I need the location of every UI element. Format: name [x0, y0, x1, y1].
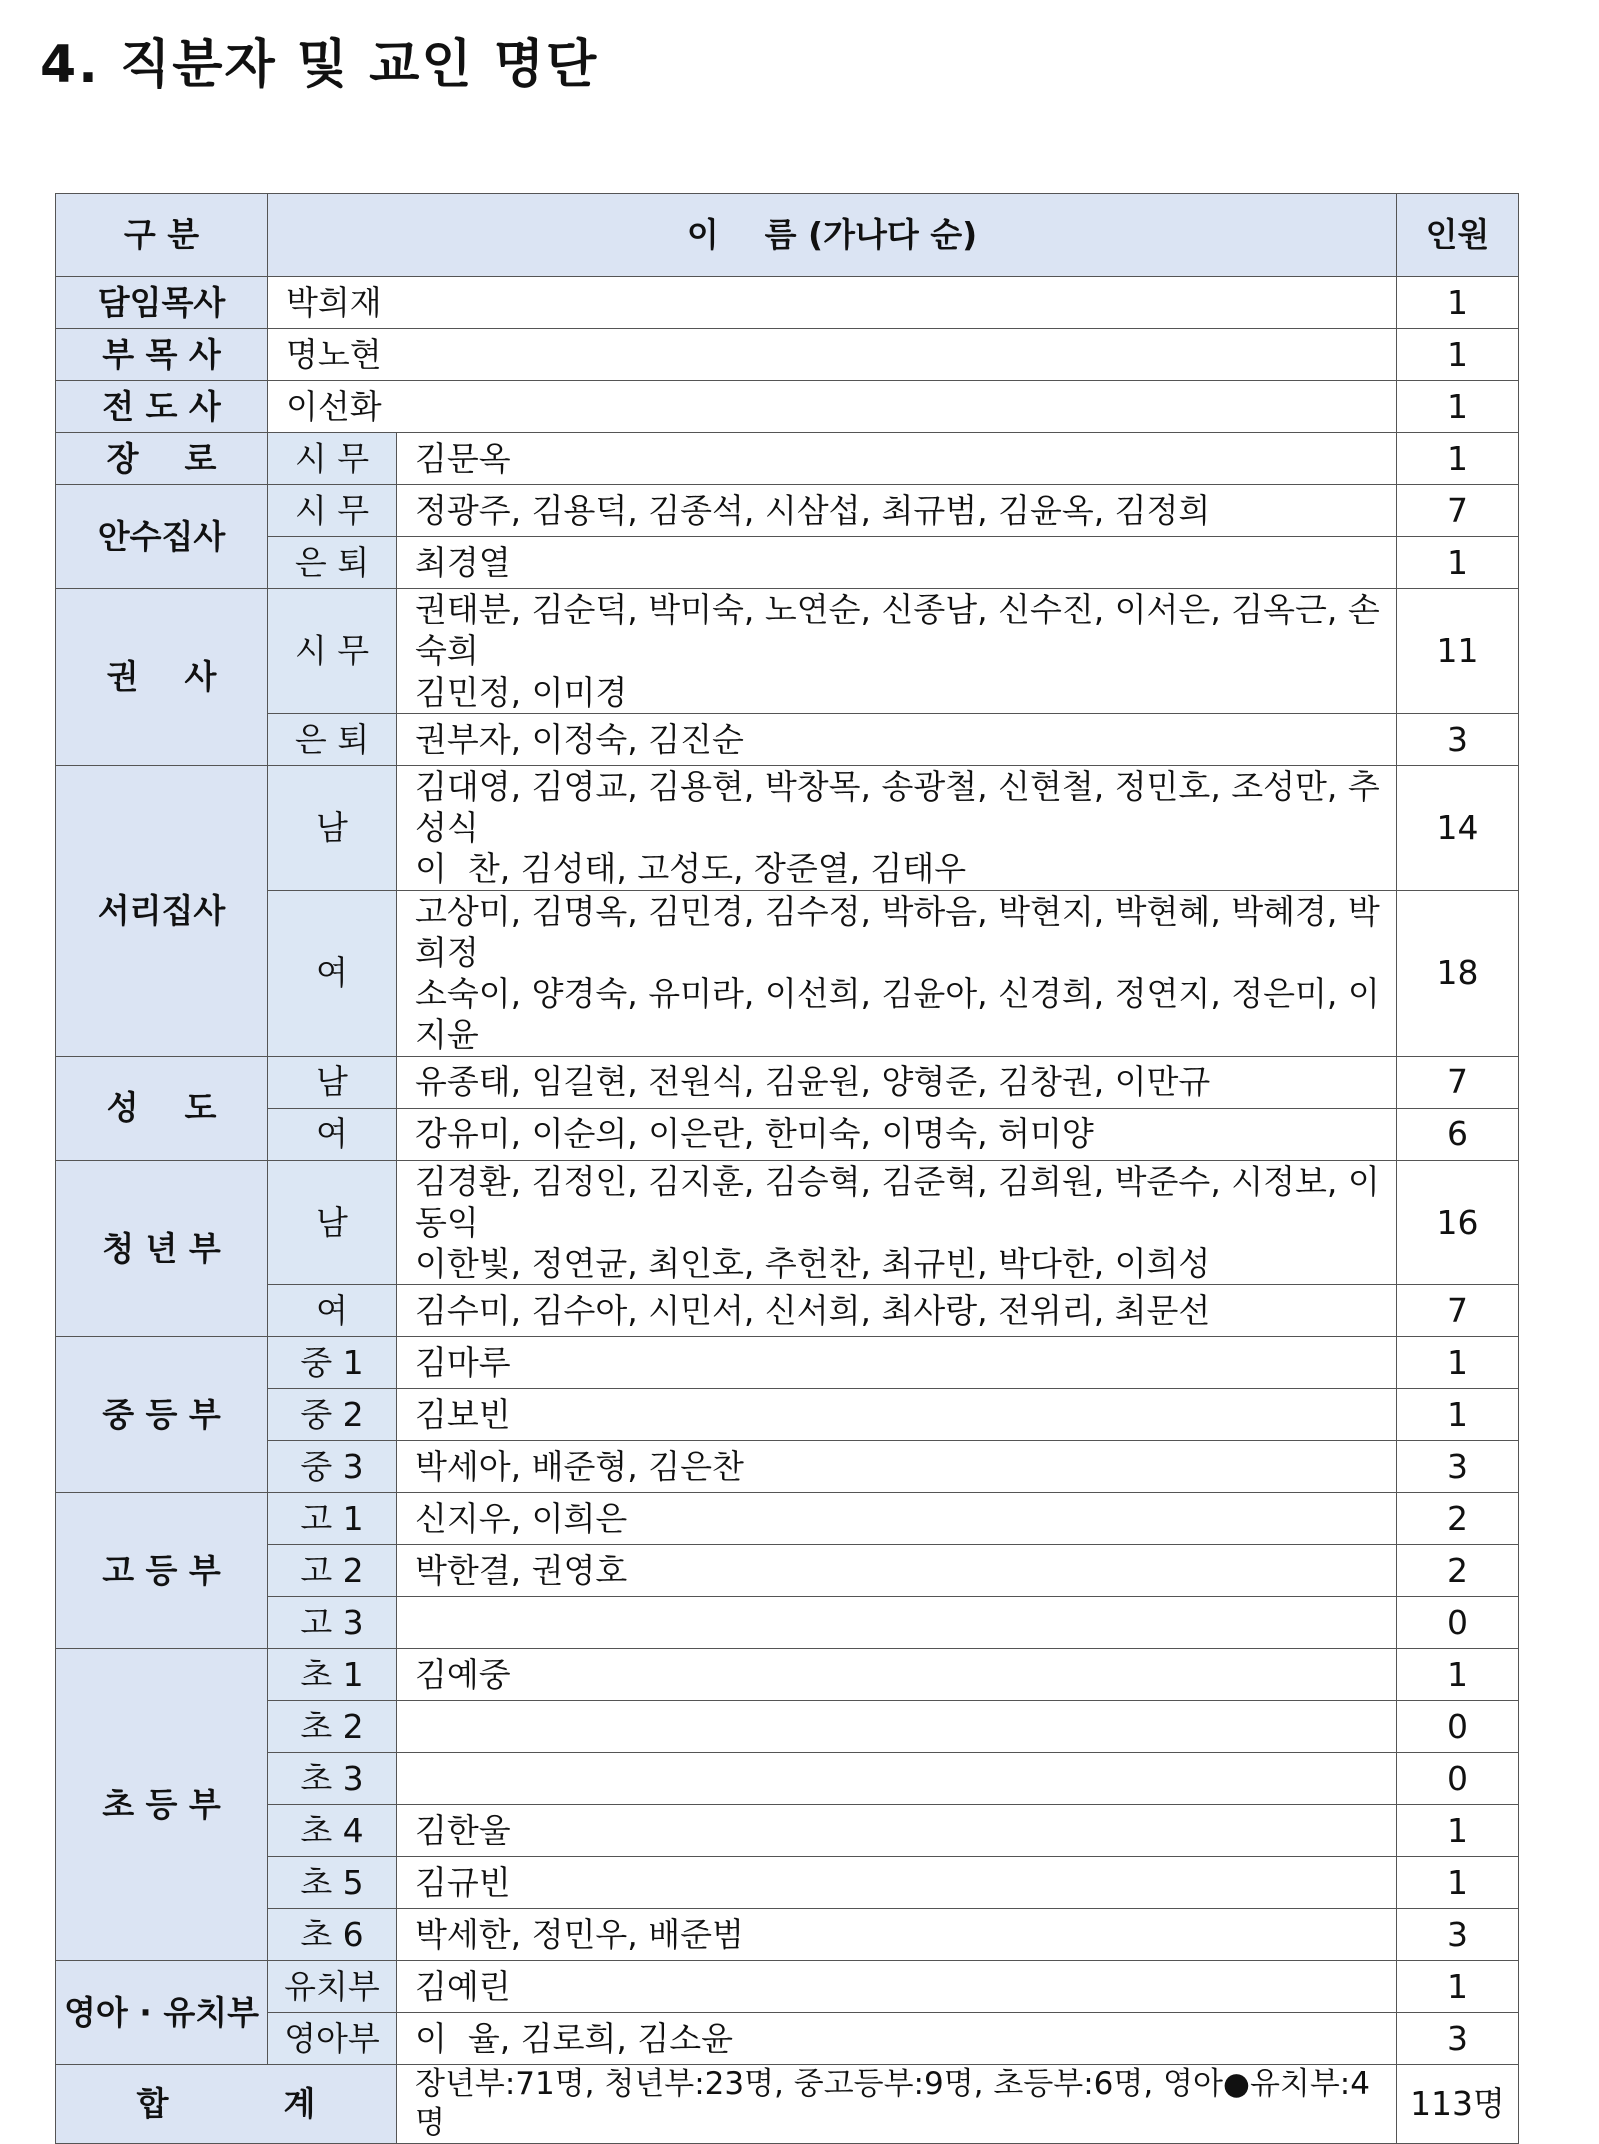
table-row	[56, 1961, 1519, 2013]
names-cell: 박한결, 권영호	[397, 1545, 1397, 1597]
subcategory-cell: 유치부	[268, 1961, 397, 2013]
names-line: 고상미, 김명옥, 김민경, 김수정, 박하음, 박현지, 박현혜, 박혜경, 박희정	[415, 891, 1380, 972]
table-row	[56, 1441, 1519, 1493]
count-cell: 1	[1397, 1337, 1519, 1389]
count-cell: 1	[1397, 1389, 1519, 1441]
names-line: 권태분, 김순덕, 박미숙, 노연순, 신종남, 신수진, 이서은, 김옥근, 손숙희	[415, 590, 1380, 671]
names-cell: 김한울	[397, 1805, 1397, 1857]
names-cell: 박세한, 정민우, 배준범	[397, 1909, 1397, 1961]
subcategory-cell: 남	[268, 765, 397, 890]
table-row	[56, 1160, 1519, 1285]
names-cell: 김예린	[397, 1961, 1397, 2013]
count-cell: 6	[1397, 1108, 1519, 1160]
subcategory-cell: 초 3	[268, 1753, 397, 1805]
subcategory-cell: 남	[268, 1056, 397, 1108]
subcategory-cell: 중 3	[268, 1441, 397, 1493]
table-row	[56, 537, 1519, 589]
table-row	[56, 890, 1519, 1056]
subcategory-cell: 여	[268, 890, 397, 1056]
category-cell: 서리집사	[56, 765, 268, 1056]
table-row	[56, 277, 1519, 329]
count-cell: 11	[1397, 589, 1519, 714]
names-line: 김경환, 김정인, 김지훈, 김승혁, 김준혁, 김희원, 박준수, 시정보, 이동익	[415, 1161, 1380, 1242]
names-cell: 명노현	[268, 329, 1397, 381]
count-cell: 3	[1397, 1909, 1519, 1961]
category-cell: 성 도	[56, 1056, 268, 1160]
table-row	[56, 381, 1519, 433]
count-cell: 2	[1397, 1545, 1519, 1597]
header-category: 구 분	[56, 194, 268, 277]
table-row	[56, 1805, 1519, 1857]
total-summary: 장년부:71명, 청년부:23명, 중고등부:9명, 초등부:6명, 영아●유치부:4명	[397, 2065, 1397, 2144]
subcategory-cell: 시 무	[268, 433, 397, 485]
names-cell	[397, 890, 1397, 1056]
category-cell: 부 목 사	[56, 329, 268, 381]
names-cell: 박세아, 배준형, 김은찬	[397, 1441, 1397, 1493]
table-header-row	[56, 194, 1519, 277]
category-cell: 중 등 부	[56, 1337, 268, 1493]
table-row	[56, 1753, 1519, 1805]
table-row	[56, 589, 1519, 714]
total-row	[56, 2065, 1519, 2144]
count-cell: 7	[1397, 485, 1519, 537]
subcategory-cell: 초 4	[268, 1805, 397, 1857]
count-cell: 1	[1397, 329, 1519, 381]
table-row	[56, 713, 1519, 765]
count-cell: 0	[1397, 1597, 1519, 1649]
names-cell: 최경열	[397, 537, 1397, 589]
table-row	[56, 1857, 1519, 1909]
names-cell: 신지우, 이희은	[397, 1493, 1397, 1545]
subcategory-cell: 초 6	[268, 1909, 397, 1961]
subcategory-cell: 초 2	[268, 1701, 397, 1753]
subcategory-cell: 초 1	[268, 1649, 397, 1701]
subcategory-cell: 고 1	[268, 1493, 397, 1545]
category-cell: 고 등 부	[56, 1493, 268, 1649]
names-cell: 이 율, 김로희, 김소윤	[397, 2013, 1397, 2065]
page-title: 4. 직분자 및 교인 명단	[40, 35, 599, 95]
category-cell: 권 사	[56, 589, 268, 766]
names-cell: 김보빈	[397, 1389, 1397, 1441]
names-cell: 권부자, 이정숙, 김진순	[397, 713, 1397, 765]
table-row	[56, 1909, 1519, 1961]
subcategory-cell: 은 퇴	[268, 537, 397, 589]
table-row	[56, 765, 1519, 890]
subcategory-cell: 중 2	[268, 1389, 397, 1441]
names-line: 소숙이, 양경숙, 유미라, 이선희, 김윤아, 신경희, 정연지, 정은미, 이지윤	[415, 974, 1380, 1055]
subcategory-cell: 여	[268, 1285, 397, 1337]
count-cell: 0	[1397, 1701, 1519, 1753]
total-count: 113명	[1397, 2065, 1519, 2144]
category-cell: 청 년 부	[56, 1160, 268, 1337]
names-cell	[397, 765, 1397, 890]
count-cell: 7	[1397, 1285, 1519, 1337]
count-cell: 3	[1397, 2013, 1519, 2065]
count-cell: 14	[1397, 765, 1519, 890]
names-cell	[397, 589, 1397, 714]
count-cell: 1	[1397, 537, 1519, 589]
count-cell: 2	[1397, 1493, 1519, 1545]
count-cell: 1	[1397, 1805, 1519, 1857]
table-row	[56, 329, 1519, 381]
category-cell: 초 등 부	[56, 1649, 268, 1961]
table-row	[56, 1337, 1519, 1389]
count-cell: 3	[1397, 713, 1519, 765]
names-cell: 박희재	[268, 277, 1397, 329]
names-cell: 김수미, 김수아, 시민서, 신서희, 최사랑, 전위리, 최문선	[397, 1285, 1397, 1337]
subcategory-cell: 초 5	[268, 1857, 397, 1909]
subcategory-cell: 중 1	[268, 1337, 397, 1389]
table-row	[56, 1056, 1519, 1108]
table-row	[56, 1649, 1519, 1701]
subcategory-cell: 시 무	[268, 589, 397, 714]
table-row	[56, 485, 1519, 537]
count-cell: 3	[1397, 1441, 1519, 1493]
member-roster-table	[55, 193, 1519, 2144]
table-row	[56, 1493, 1519, 1545]
category-cell: 담임목사	[56, 277, 268, 329]
subcategory-cell: 은 퇴	[268, 713, 397, 765]
names-cell: 유종태, 임길현, 전원식, 김윤원, 양형준, 김창권, 이만규	[397, 1056, 1397, 1108]
names-line: 이 찬, 김성태, 고성도, 장준열, 김태우	[415, 849, 967, 889]
names-cell	[397, 1701, 1397, 1753]
names-line: 이한빛, 정연균, 최인호, 추헌찬, 최규빈, 박다한, 이희성	[415, 1244, 1211, 1283]
count-cell: 0	[1397, 1753, 1519, 1805]
table-row	[56, 2013, 1519, 2065]
table-row	[56, 1389, 1519, 1441]
category-cell: 전 도 사	[56, 381, 268, 433]
count-cell: 1	[1397, 1649, 1519, 1701]
count-cell: 1	[1397, 381, 1519, 433]
count-cell: 1	[1397, 1857, 1519, 1909]
names-cell: 정광주, 김용덕, 김종석, 시삼섭, 최규범, 김윤옥, 김정희	[397, 485, 1397, 537]
names-cell	[397, 1160, 1397, 1285]
count-cell: 1	[1397, 433, 1519, 485]
subcategory-cell: 여	[268, 1108, 397, 1160]
subcategory-cell: 고 2	[268, 1545, 397, 1597]
names-cell: 김규빈	[397, 1857, 1397, 1909]
count-cell: 1	[1397, 1961, 1519, 2013]
subcategory-cell: 시 무	[268, 485, 397, 537]
count-cell: 18	[1397, 890, 1519, 1056]
category-cell: 영아 · 유치부	[56, 1961, 268, 2065]
names-cell	[397, 1753, 1397, 1805]
category-cell: 장 로	[56, 433, 268, 485]
subcategory-cell: 남	[268, 1160, 397, 1285]
names-cell: 강유미, 이순의, 이은란, 한미숙, 이명숙, 허미양	[397, 1108, 1397, 1160]
header-count: 인원	[1397, 194, 1519, 277]
total-label: 합 계	[56, 2065, 397, 2144]
table-row	[56, 433, 1519, 485]
table-row	[56, 1701, 1519, 1753]
subcategory-cell: 영아부	[268, 2013, 397, 2065]
names-line: 김민정, 이미경	[415, 672, 628, 712]
names-cell: 이선화	[268, 381, 1397, 433]
names-cell: 김예중	[397, 1649, 1397, 1701]
names-cell	[397, 1597, 1397, 1649]
names-line: 김대영, 김영교, 김용현, 박창목, 송광철, 신현철, 정민호, 조성만, 추성식	[415, 766, 1380, 847]
header-names: 이 름 (가나다 순)	[268, 194, 1397, 277]
table-row	[56, 1545, 1519, 1597]
names-cell: 김문옥	[397, 433, 1397, 485]
table-row	[56, 1285, 1519, 1337]
count-cell: 1	[1397, 277, 1519, 329]
count-cell: 16	[1397, 1160, 1519, 1285]
category-cell: 안수집사	[56, 485, 268, 589]
table-row	[56, 1108, 1519, 1160]
subcategory-cell: 고 3	[268, 1597, 397, 1649]
table-row	[56, 1597, 1519, 1649]
names-cell: 김마루	[397, 1337, 1397, 1389]
count-cell: 7	[1397, 1056, 1519, 1108]
